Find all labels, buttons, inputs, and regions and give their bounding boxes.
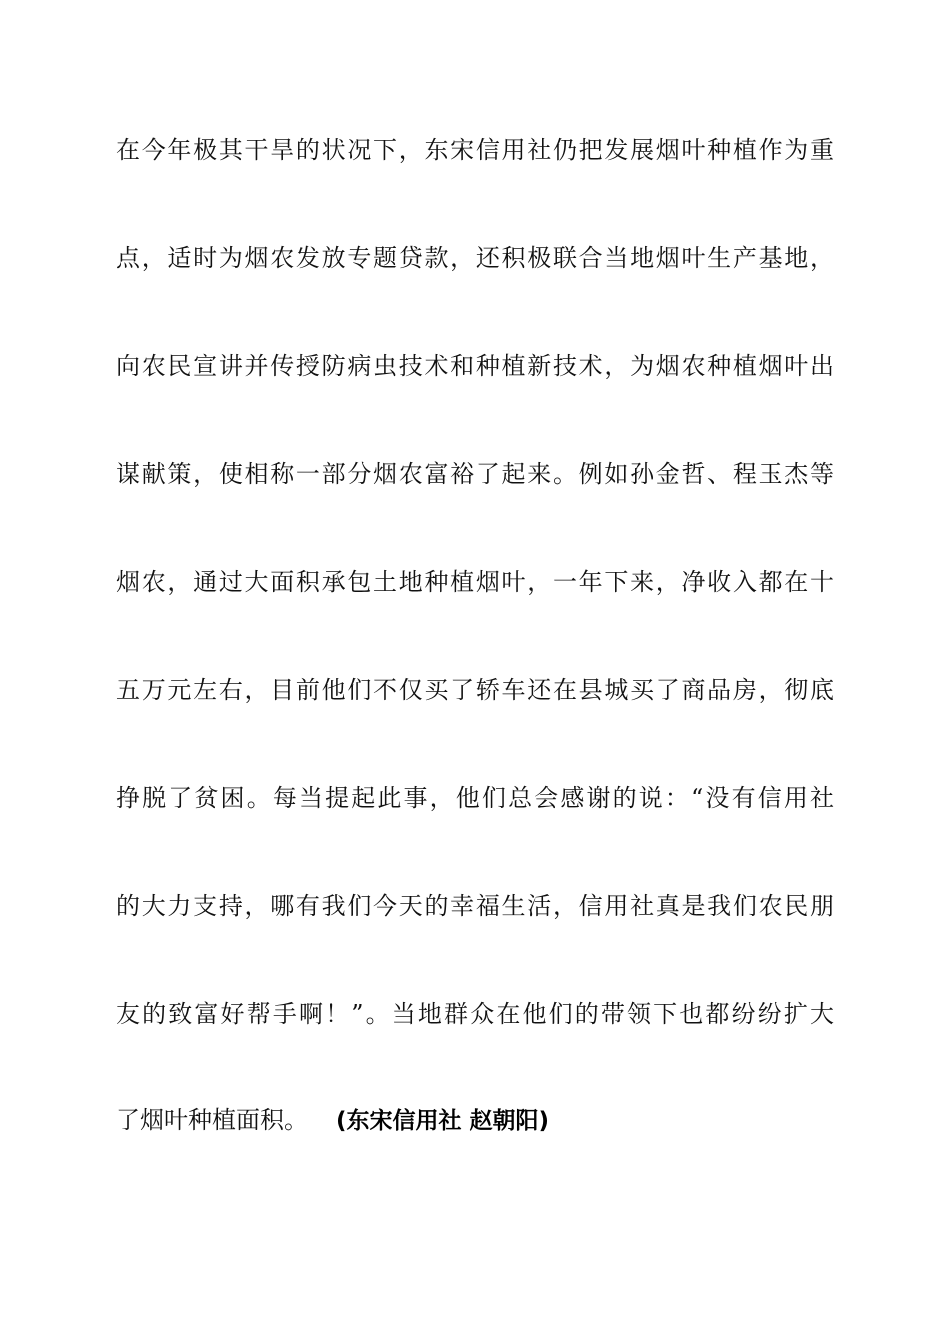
paragraph-line: 谋献策，使相称一部分烟农富裕了起来。例如孙金哲、程玉杰等 (116, 460, 834, 488)
paragraph-line: 点，适时为烟农发放专题贷款，还积极联合当地烟叶生产基地， (116, 244, 834, 272)
paragraph-line-text: 了烟叶种植面积。 (116, 1106, 308, 1134)
paragraph-last-line (116, 1100, 549, 1140)
paragraph-line: 向农民宣讲并传授防病虫技术和种植新技术，为烟农种植烟叶出 (116, 352, 834, 380)
paragraph-line: 的大力支持，哪有我们今天的幸福生活，信用社真是我们农民朋 (116, 892, 834, 920)
paragraph-line: 挣脱了贫困。每当提起此事，他们总会感谢的说：“没有信用社 (116, 784, 834, 812)
paragraph-line: 烟农，通过大面积承包土地种植烟叶，一年下来，净收入都在十 (116, 568, 834, 596)
paragraph-line: 五万元左右，目前他们不仅买了轿车还在县城买了商品房，彻底 (116, 676, 834, 704)
paragraph-line: 在今年极其干旱的状况下，东宋信用社仍把发展烟叶种植作为重 (116, 136, 834, 164)
paragraph-line: 友的致富好帮手啊！”。当地群众在他们的带领下也都纷纷扩大 (116, 1000, 834, 1028)
author-byline: (东宋信用社 赵朝阳) (336, 1108, 550, 1134)
